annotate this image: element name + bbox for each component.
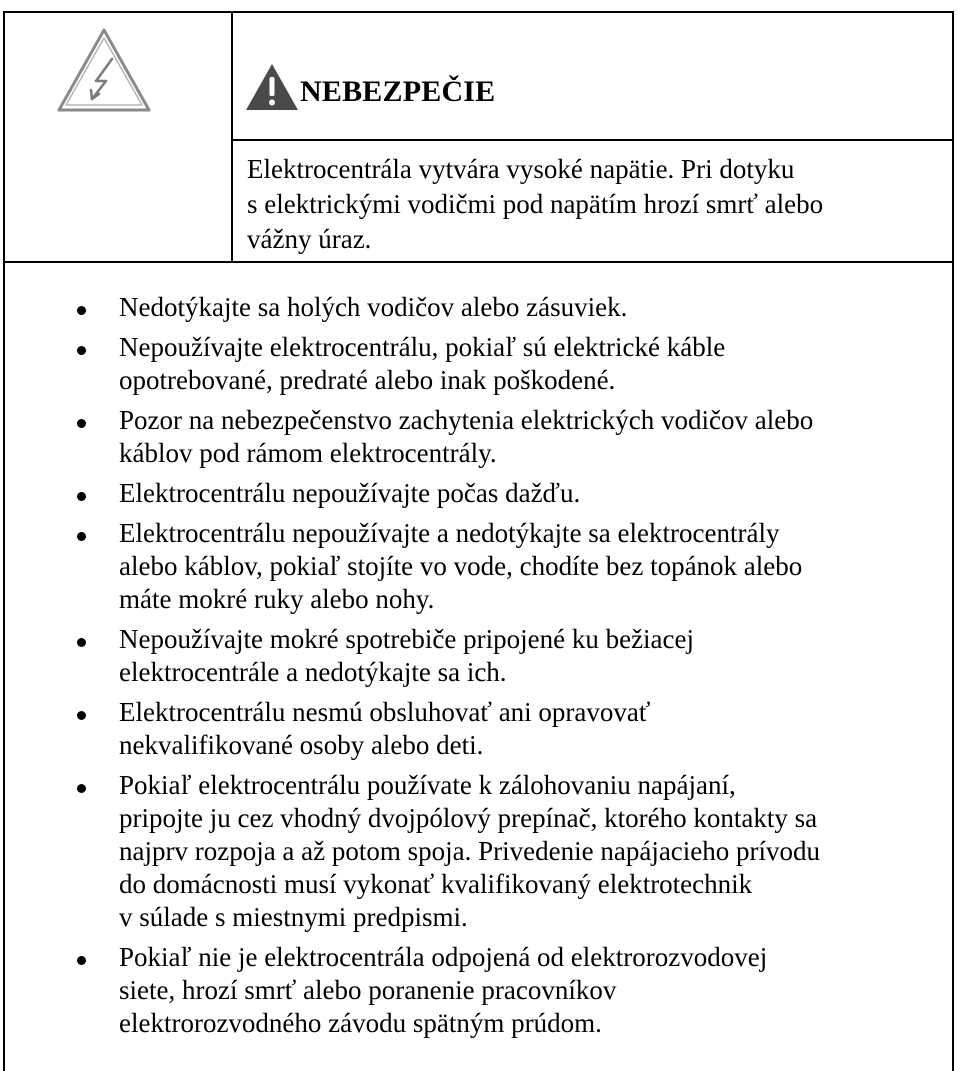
bullet-dot-icon [77, 638, 86, 647]
bullet-dot-icon [77, 492, 86, 501]
bullet-dot-icon [77, 306, 86, 315]
instruction-text-line: káblov pod rámom elektrocentrály. [119, 438, 497, 468]
bullet-dot-icon [77, 956, 86, 965]
instruction-text-line: siete, hrozí smrť alebo poranenie pracovníkov [119, 975, 617, 1005]
instruction-text-line: Pokiaľ elektrocentrálu používate k zálohovaniu napájaní, [119, 770, 736, 800]
safety-instruction-item [5, 404, 952, 470]
safety-instruction-item [5, 941, 952, 1040]
instruction-text-line: Nepoužívajte elektrocentrálu, pokiaľ sú elektrické káble [119, 332, 726, 362]
danger-description [247, 152, 947, 257]
safety-instruction-item [5, 477, 952, 510]
safety-instructions-list [5, 291, 952, 1047]
instruction-text-line: máte mokré ruky alebo nohy. [119, 584, 435, 614]
safety-instruction-item [5, 517, 952, 616]
instruction-text-line: Elektrocentrálu nepoužívajte počas dažďu. [119, 478, 581, 508]
instruction-text-line: Elektrocentrálu nepoužívajte a nedotýkajte sa elektrocentrály [119, 518, 780, 548]
description-line: vážny úraz. [247, 224, 372, 254]
danger-title: NEBEZPEČIE [300, 75, 496, 108]
description-line: Elektrocentrála vytvára vysoké napätie. Pri dotyku [247, 154, 795, 184]
warning-box [3, 11, 954, 1071]
bullet-dot-icon [77, 346, 86, 355]
icon-cell [5, 13, 233, 261]
bullet-dot-icon [77, 419, 86, 428]
safety-instruction-item [5, 696, 952, 762]
instruction-text-line: Nepoužívajte mokré spotrebiče pripojené ku bežiacej [119, 624, 695, 654]
bullet-dot-icon [77, 784, 86, 793]
instruction-text-line: Pozor na nebezpečenstvo zachytenia elektrických vodičov alebo [119, 405, 814, 435]
safety-instruction-item [5, 291, 952, 324]
danger-heading [245, 55, 495, 111]
electric-shock-warning-icon [56, 27, 152, 113]
safety-instruction-item [5, 331, 952, 397]
instruction-text-line: opotrebované, predraté alebo inak poškodené. [119, 365, 616, 395]
warning-triangle-icon [245, 63, 299, 111]
instruction-text-line: v súlade s miestnymi predpismi. [119, 902, 468, 932]
instruction-text-line: Elektrocentrálu nesmú obsluhovať ani opravovať [119, 697, 651, 727]
instruction-text-line: do domácnosti musí vykonať kvalifikovaný elektrotechnik [119, 869, 753, 899]
bullet-dot-icon [77, 711, 86, 720]
bullet-dot-icon [77, 532, 86, 541]
instruction-text-line: elektrorozvodného závodu spätným prúdom. [119, 1008, 602, 1038]
warning-header [5, 13, 952, 263]
description-line: s elektrickými vodičmi pod napätím hrozí smrť alebo [247, 189, 824, 219]
instruction-text-line: Nedotýkajte sa holých vodičov alebo zásuviek. [119, 292, 628, 322]
instruction-text-line: alebo káblov, pokiaľ stojíte vo vode, chodíte bez topánok alebo [119, 551, 803, 581]
instruction-text-line: elektrocentrále a nedotýkajte sa ich. [119, 657, 507, 687]
instruction-text-line: nekvalifikované osoby alebo deti. [119, 730, 484, 760]
safety-instruction-item [5, 769, 952, 934]
instruction-text-line: najprv rozpoja a až potom spoja. Privedenie napájacieho prívodu [119, 836, 821, 866]
safety-instruction-item [5, 623, 952, 689]
instruction-text-line: Pokiaľ nie je elektrocentrála odpojená od elektrorozvodovej [119, 942, 768, 972]
instruction-text-line: pripojte ju cez vhodný dvojpólový prepínač, ktorého kontakty sa [119, 803, 818, 833]
